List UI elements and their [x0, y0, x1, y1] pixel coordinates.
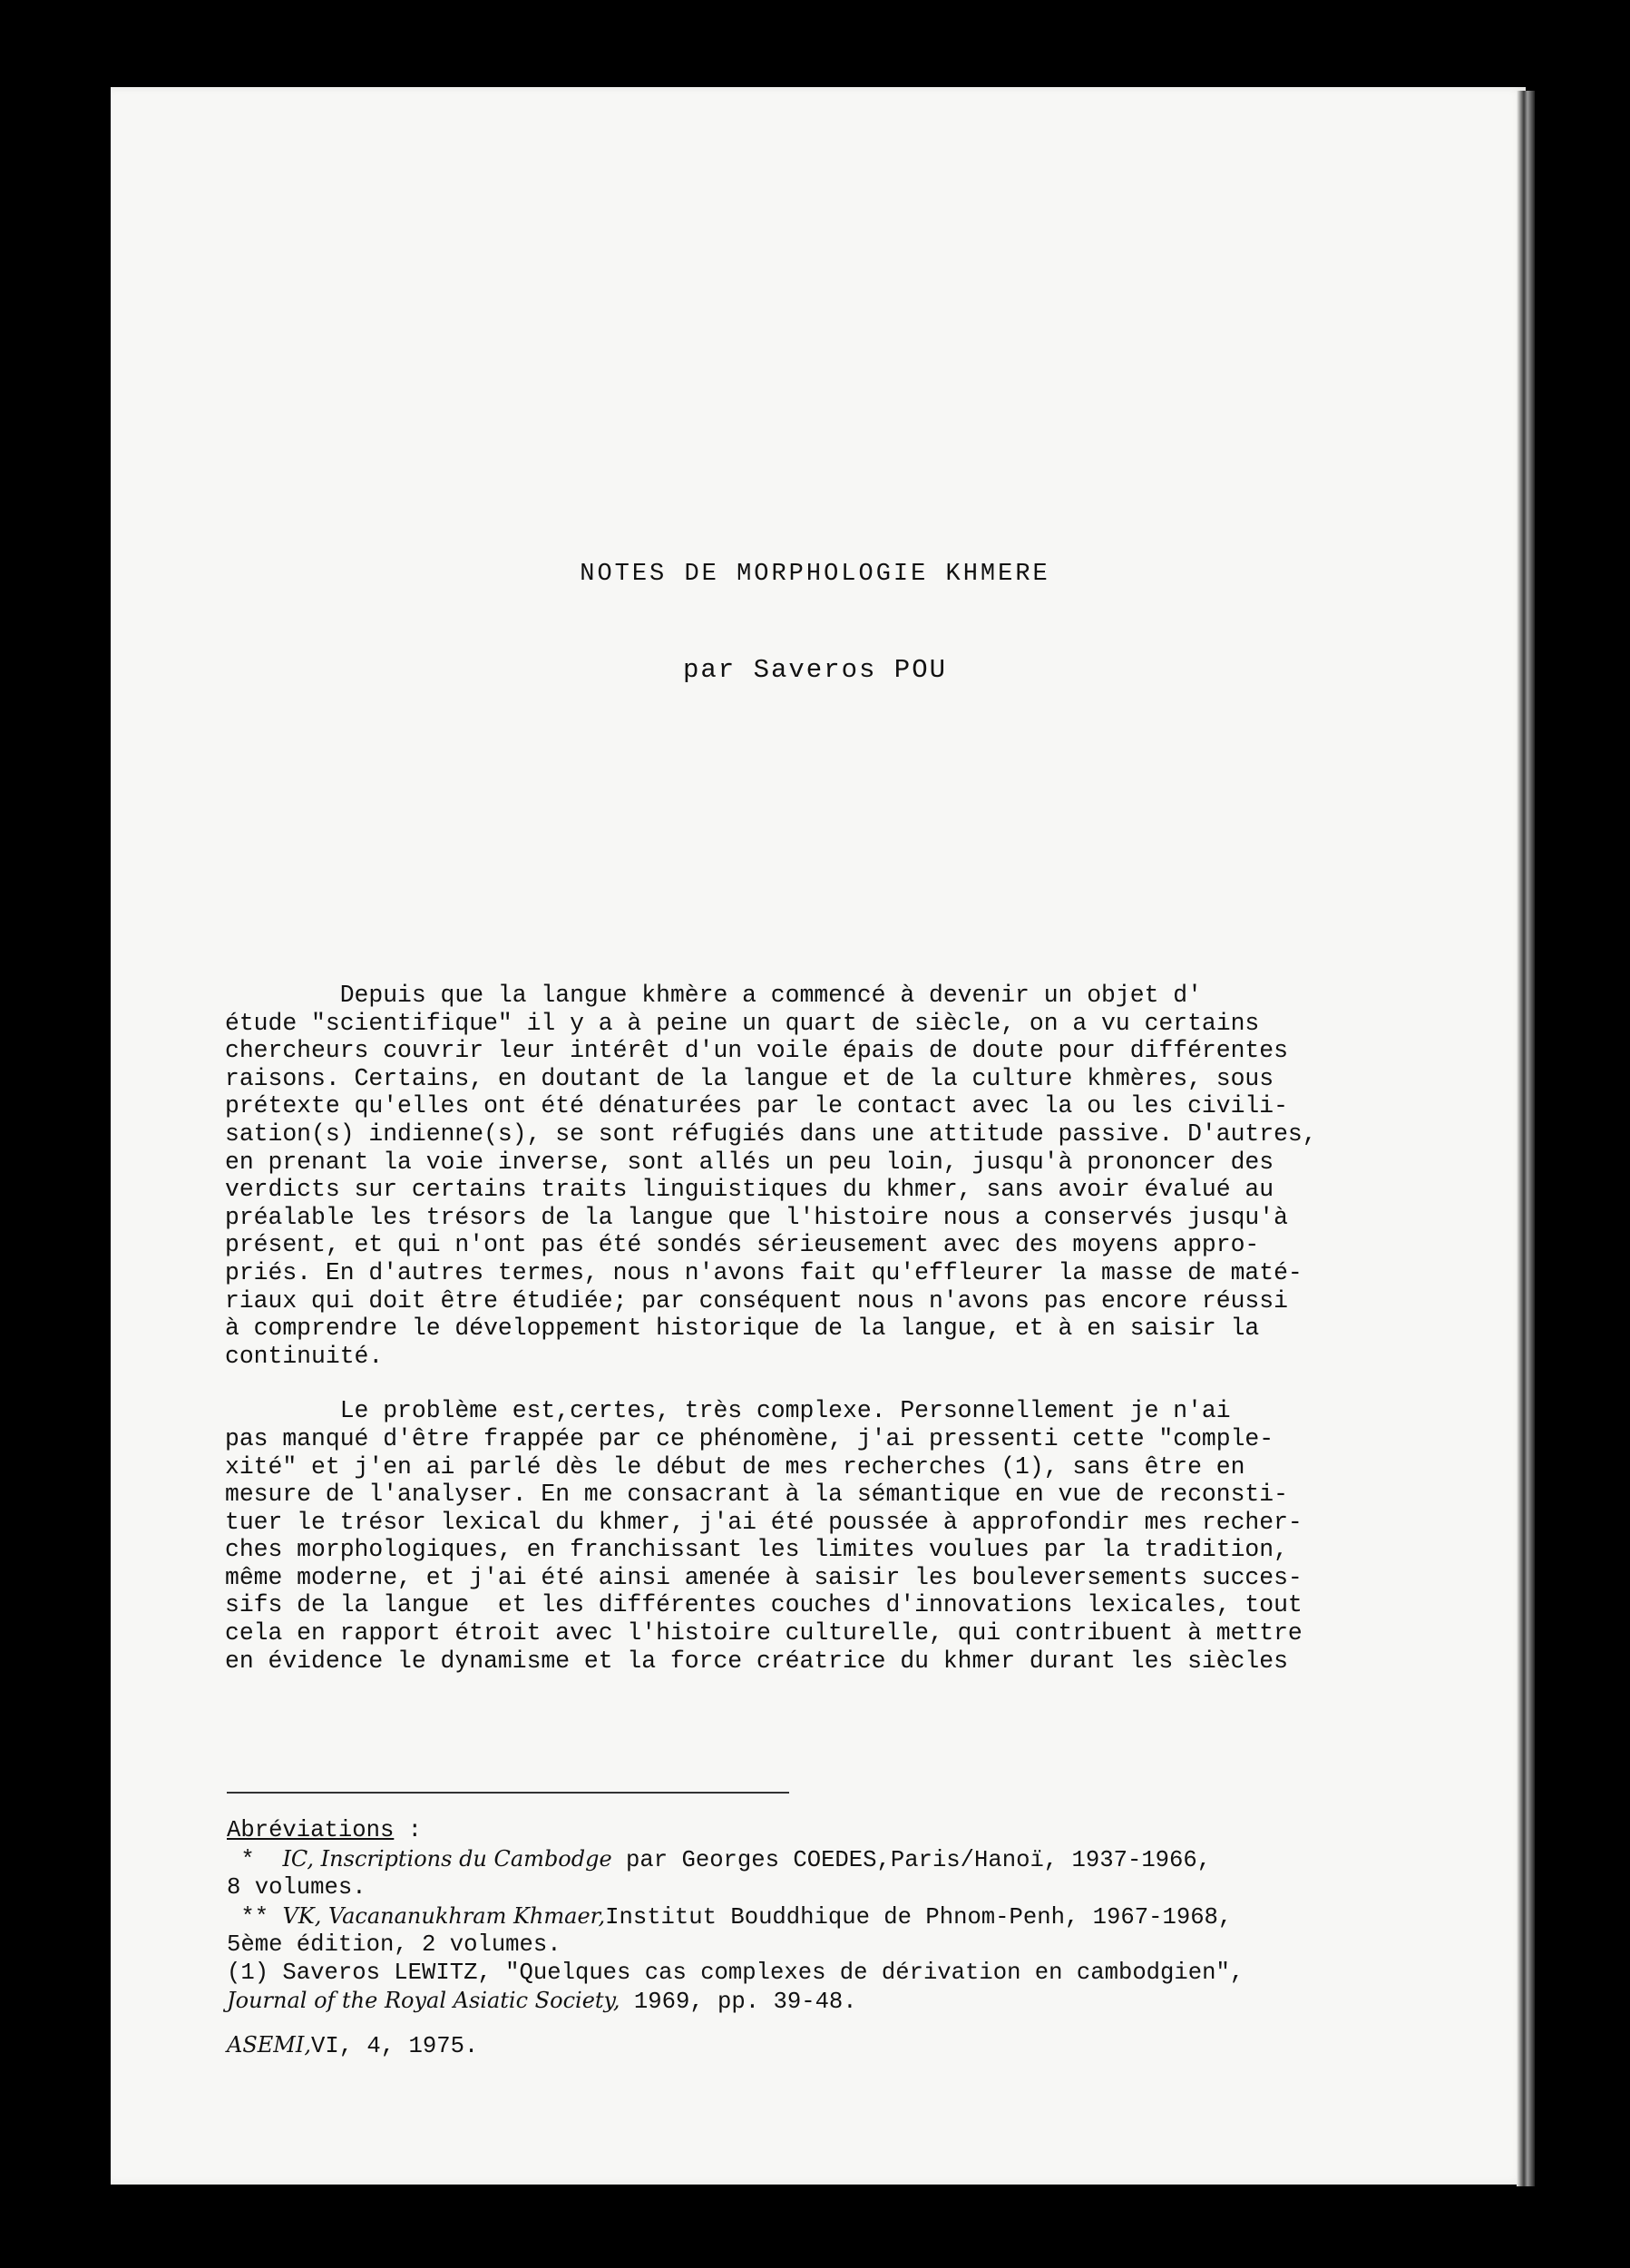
footnote-vk-details: Institut Bouddhique de Phnom-Penh, 1967-1968, [605, 1903, 1233, 1931]
body-line: à comprendre le développement historique de la langue, et à en saisir la [225, 1315, 1260, 1343]
footnote-1-line2 [227, 1987, 1406, 2017]
footnote-ic-details: par Georges COEDES,Paris/Hanoï, 1937-1966, [611, 1846, 1212, 1873]
article-author: par Saveros POU [682, 655, 948, 685]
body-line: continuité. [225, 1342, 384, 1370]
footnote-vk-line2: 5ème édition, 2 volumes. [227, 1931, 561, 1958]
article-body [225, 982, 1377, 1702]
footnote-1-journal: Journal of the Royal Asiatic Society, [227, 1988, 620, 2013]
body-line: raisons. Certains, en doutant de la langue et de la culture khmères, sous [225, 1064, 1274, 1092]
footnote-marker: ** [227, 1903, 283, 1931]
body-line: pas manqué d'être frappée par ce phénomène, j'ai pressenti cette "comple- [225, 1424, 1274, 1452]
footnote-separator [227, 1792, 789, 1794]
body-line: même moderne, et j'ai été ainsi amenée à saisir les bouleversements succes- [225, 1563, 1303, 1591]
body-line: étude "scientifique" il y a à peine un quart de siècle, on a vu certains [225, 1009, 1260, 1037]
abbreviations-colon: : [394, 1817, 423, 1843]
footnote-1: (1) Saveros LEWITZ, "Quelques cas complexes de dérivation en cambodgien", [227, 1959, 1244, 1986]
body-line: sation(s) indienne(s), se sont réfugiés dans une attitude passive. D'autres, [225, 1119, 1317, 1148]
body-line: Depuis que la langue khmère a commencé à devenir un objet d' [225, 982, 1202, 1009]
body-line: prétexte qu'elles ont été dénaturées par le contact avec la ou les civili- [225, 1092, 1288, 1120]
body-line: en prenant la voie inverse, sont allés un peu loin, jusqu'à prononcer des [225, 1148, 1274, 1176]
body-line: mesure de l'analyser. En me consacrant à la sémantique en vue de reconsti- [225, 1481, 1288, 1509]
body-line: cela en rapport étroit avec l'histoire culturelle, qui contribuent à mettre [225, 1619, 1303, 1647]
footnote-marker: * [227, 1846, 283, 1873]
page-stack-edge [1517, 91, 1535, 2186]
journal-citation [227, 2031, 1406, 2061]
body-line: chercheurs couvrir leur intérêt d'un voile épais de doute pour différentes [225, 1037, 1288, 1065]
footnote-vk [227, 1902, 1406, 1932]
footnote-ic-title: IC, Inscriptions du Cambodge [282, 1845, 612, 1872]
abbreviations-heading: Abréviations [227, 1817, 395, 1843]
abbreviations-heading-line [227, 1817, 1406, 1845]
body-line: priés. En d'autres termes, nous n'avons fait qu'effleurer la masse de maté- [225, 1258, 1303, 1286]
body-line: verdicts sur certains traits linguistiques du khmer, sans avoir évalué au [225, 1176, 1274, 1204]
footnotes [227, 1817, 1406, 2060]
body-line: présent, et qui n'ont pas été sondés sérieusement avec des moyens appro- [225, 1231, 1260, 1259]
body-line: sifs de la langue et les différentes couches d'innovations lexicales, tout [225, 1591, 1303, 1619]
journal-name: ASEMI, [227, 2031, 311, 2058]
article-title: NOTES DE MORPHOLOGIE KHMERE [580, 561, 1050, 588]
journal-issue: VI, 4, 1975. [310, 2032, 479, 2059]
footnote-vk-title: VK, Vacananukhram Khmaer, [282, 1902, 606, 1929]
body-line: tuer le trésor lexical du khmer, j'ai été poussée à approfondir mes recher- [225, 1508, 1303, 1536]
body-line: en évidence le dynamisme et la force créatrice du khmer durant les siècles [225, 1647, 1288, 1675]
footnote-ic [227, 1845, 1406, 1875]
footnote-1-pages: 1969, pp. 39-48. [620, 1989, 857, 2015]
body-line: ches morphologiques, en franchissant les limites voulues par la tradition, [225, 1536, 1288, 1564]
body-line: Le problème est,certes, très complexe. Personnellement je n'ai [225, 1397, 1231, 1425]
body-line: préalable les trésors de la langue que l'histoire nous a conservés jusqu'à [225, 1203, 1288, 1231]
footnote-ic-line2: 8 volumes. [227, 1874, 366, 1901]
paragraph-1 [225, 982, 1377, 1370]
body-line: riaux qui doit être étudiée; par conséquent nous n'avons pas encore réussi [225, 1286, 1288, 1315]
paragraph-2 [225, 1397, 1377, 1675]
body-line: xité" et j'en ai parlé dès le début de mes recherches (1), sans être en [225, 1452, 1245, 1481]
